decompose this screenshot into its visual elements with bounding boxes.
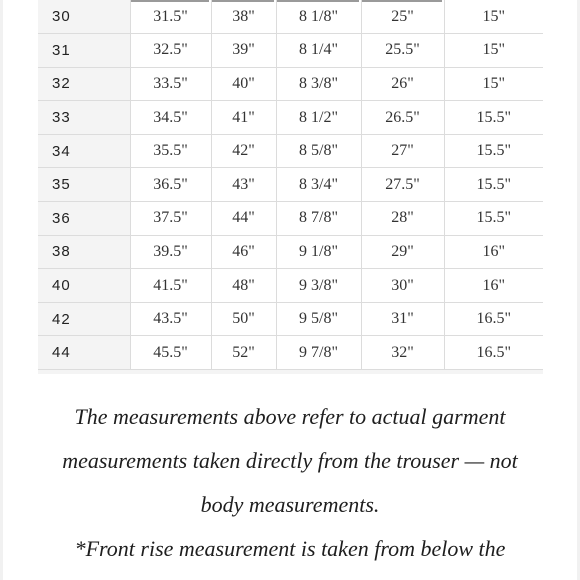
note-line: measurements taken directly from the trouser — not bbox=[62, 448, 518, 473]
size-label: 42 bbox=[38, 302, 130, 336]
measurement-note bbox=[30, 395, 550, 571]
size-label: 35 bbox=[38, 168, 130, 202]
table-row bbox=[38, 101, 543, 135]
table-row bbox=[38, 0, 543, 34]
measurement-cell: 27.5" bbox=[361, 168, 444, 202]
measurement-cell: 26.5" bbox=[361, 101, 444, 135]
note-line: The measurements above refer to actual garment bbox=[74, 404, 506, 429]
measurement-cell: 31.5" bbox=[130, 0, 211, 34]
measurement-cell: 8 3/8" bbox=[276, 67, 361, 101]
measurement-cell: 43" bbox=[211, 168, 276, 202]
measurement-cell: 8 5/8" bbox=[276, 134, 361, 168]
measurement-cell: 8 3/4" bbox=[276, 168, 361, 202]
measurement-cell: 37.5" bbox=[130, 202, 211, 236]
measurement-cell: 50" bbox=[211, 302, 276, 336]
measurement-cell: 31" bbox=[361, 302, 444, 336]
measurement-cell: 48" bbox=[211, 269, 276, 303]
measurement-cell: 15.5" bbox=[444, 168, 543, 202]
table-row bbox=[38, 336, 543, 370]
size-chart-table bbox=[38, 0, 543, 370]
size-label: 44 bbox=[38, 336, 130, 370]
measurement-cell: 15" bbox=[444, 67, 543, 101]
measurement-cell: 43.5" bbox=[130, 302, 211, 336]
measurement-cell: 46" bbox=[211, 235, 276, 269]
measurement-cell: 8 1/8" bbox=[276, 0, 361, 34]
table-row bbox=[38, 235, 543, 269]
size-label: 30 bbox=[38, 0, 130, 34]
measurement-cell: 8 1/2" bbox=[276, 101, 361, 135]
size-label: 31 bbox=[38, 34, 130, 68]
measurement-cell: 40" bbox=[211, 67, 276, 101]
measurement-cell: 25" bbox=[361, 0, 444, 34]
measurement-cell: 16" bbox=[444, 269, 543, 303]
measurement-cell: 15" bbox=[444, 34, 543, 68]
measurement-cell: 38" bbox=[211, 0, 276, 34]
measurement-cell: 41.5" bbox=[130, 269, 211, 303]
measurement-cell: 8 7/8" bbox=[276, 202, 361, 236]
note-line: body measurements. bbox=[200, 492, 380, 517]
measurement-cell: 27" bbox=[361, 134, 444, 168]
table-row bbox=[38, 34, 543, 68]
measurement-cell: 28" bbox=[361, 202, 444, 236]
measurement-cell: 44" bbox=[211, 202, 276, 236]
page-edge-left bbox=[0, 0, 3, 580]
measurement-cell: 9 5/8" bbox=[276, 302, 361, 336]
size-label: 36 bbox=[38, 202, 130, 236]
measurement-cell: 16.5" bbox=[444, 302, 543, 336]
measurement-cell: 32" bbox=[361, 336, 444, 370]
measurement-cell: 16" bbox=[444, 235, 543, 269]
measurement-cell: 25.5" bbox=[361, 34, 444, 68]
measurement-cell: 8 1/4" bbox=[276, 34, 361, 68]
measurement-cell: 30" bbox=[361, 269, 444, 303]
table-row bbox=[38, 202, 543, 236]
size-label: 32 bbox=[38, 67, 130, 101]
measurement-cell: 16.5" bbox=[444, 336, 543, 370]
measurement-cell: 15.5" bbox=[444, 101, 543, 135]
size-chart-body bbox=[38, 0, 543, 370]
measurement-cell: 52" bbox=[211, 336, 276, 370]
measurement-cell: 39.5" bbox=[130, 235, 211, 269]
size-label: 38 bbox=[38, 235, 130, 269]
measurement-cell: 26" bbox=[361, 67, 444, 101]
measurement-cell: 9 3/8" bbox=[276, 269, 361, 303]
measurement-cell: 15.5" bbox=[444, 134, 543, 168]
table-row bbox=[38, 269, 543, 303]
measurement-cell: 33.5" bbox=[130, 67, 211, 101]
table-row bbox=[38, 302, 543, 336]
measurement-cell: 45.5" bbox=[130, 336, 211, 370]
measurement-cell: 15" bbox=[444, 0, 543, 34]
measurement-cell: 42" bbox=[211, 134, 276, 168]
size-label: 34 bbox=[38, 134, 130, 168]
size-label: 33 bbox=[38, 101, 130, 135]
table-row bbox=[38, 67, 543, 101]
measurement-cell: 9 7/8" bbox=[276, 336, 361, 370]
measurement-cell: 41" bbox=[211, 101, 276, 135]
measurement-cell: 32.5" bbox=[130, 34, 211, 68]
table-row bbox=[38, 168, 543, 202]
measurement-cell: 35.5" bbox=[130, 134, 211, 168]
measurement-cell: 15.5" bbox=[444, 202, 543, 236]
measurement-cell: 34.5" bbox=[130, 101, 211, 135]
table-row bbox=[38, 134, 543, 168]
measurement-cell: 39" bbox=[211, 34, 276, 68]
size-label: 40 bbox=[38, 269, 130, 303]
front-rise-note-line: *Front rise measurement is taken from below the bbox=[74, 536, 506, 561]
measurement-cell: 29" bbox=[361, 235, 444, 269]
measurement-cell: 36.5" bbox=[130, 168, 211, 202]
measurement-cell: 9 1/8" bbox=[276, 235, 361, 269]
table-bottom-band bbox=[38, 370, 543, 374]
